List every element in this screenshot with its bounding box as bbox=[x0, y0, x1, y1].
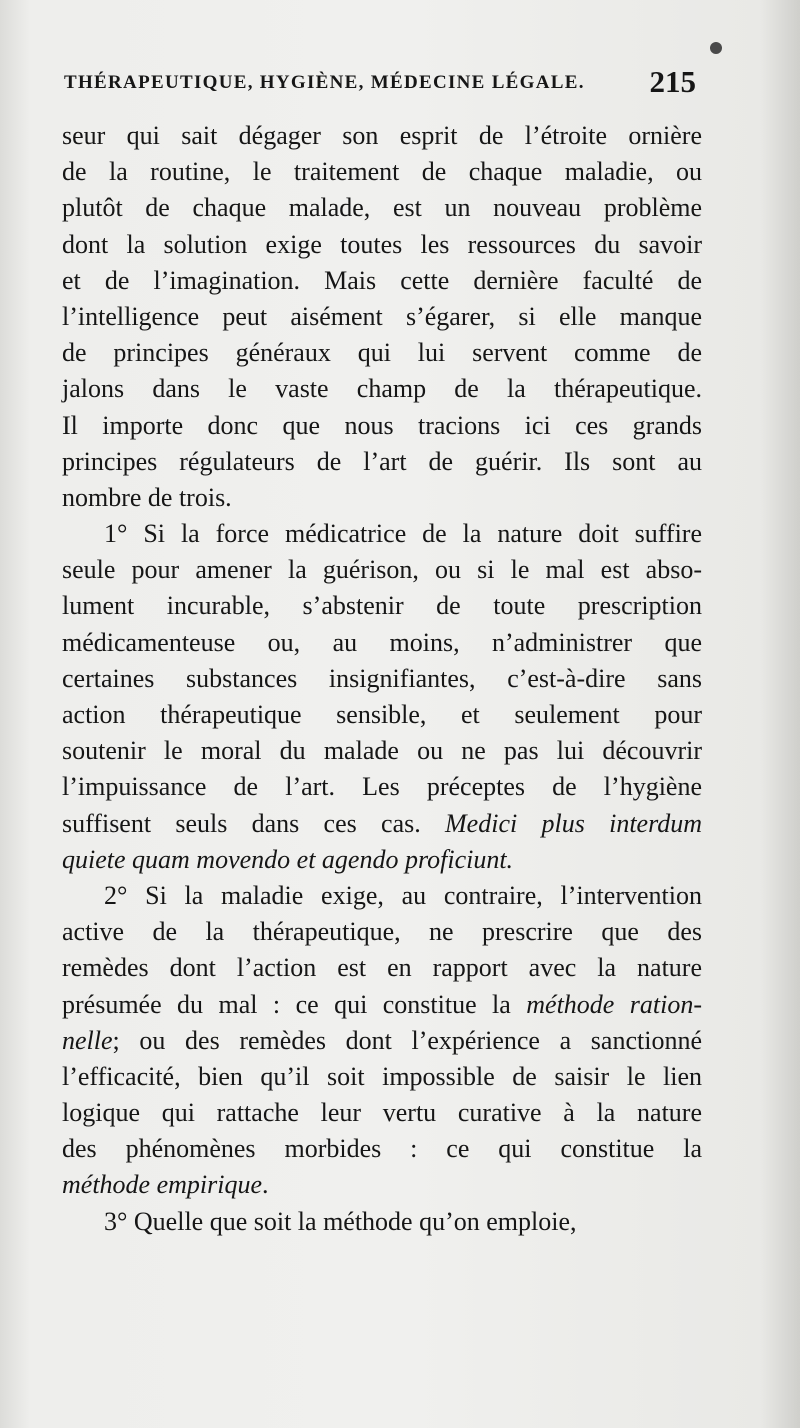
text-line: de principes généraux qui lui servent comme de bbox=[62, 338, 702, 368]
text-line: action thérapeutique sensible, et seulement pour bbox=[62, 700, 702, 729]
text-line: principes régulateurs de l’art de guérir. Ils sont au bbox=[62, 446, 702, 476]
running-title: THÉRAPEUTIQUE, HYGIÈNE, MÉDECINE LÉGALE. bbox=[64, 72, 585, 93]
text-line: l’efficacité, bien qu’il soit impossible de saisir le lien bbox=[62, 1061, 702, 1091]
text-line: méthode empirique. bbox=[62, 1170, 269, 1200]
ink-spot bbox=[710, 42, 722, 54]
text-line: soutenir le moral du malade ou ne pas lui découvrir bbox=[62, 736, 702, 766]
italic-term: méthode ration- bbox=[526, 989, 702, 1019]
text-line: 3° Quelle que soit la méthode qu’on emploie, bbox=[104, 1206, 577, 1236]
text-line: l’intelligence peut aisément s’égarer, si elle manque bbox=[62, 301, 702, 331]
text-line: nelle; ou des remèdes dont l’expérience a sanctionné bbox=[62, 1025, 702, 1055]
text-line: des phénomènes morbides : ce qui constitue la bbox=[62, 1134, 702, 1164]
text-line: logique qui rattache leur vertu curative à la nature bbox=[62, 1098, 702, 1128]
italic-term: nelle bbox=[62, 1025, 113, 1055]
text-line: jalons dans le vaste champ de la thérapeutique. bbox=[62, 374, 702, 404]
text-line: 1° Si la force médicatrice de la nature doit suffire bbox=[104, 519, 702, 549]
text-line: médicamenteuse ou, au moins, n’administrer que bbox=[62, 627, 702, 657]
text-line: seule pour amener la guérison, ou si le mal est abso- bbox=[62, 555, 702, 585]
text-line: dont la solution exige toutes les ressources du savoir bbox=[62, 229, 702, 259]
page-number: 215 bbox=[649, 64, 696, 99]
text-line: 2° Si la maladie exige, au contraire, l’intervention bbox=[104, 880, 702, 910]
text-line: l’impuissance de l’art. Les préceptes de l’hygiène bbox=[62, 772, 702, 802]
page-header bbox=[64, 64, 696, 108]
latin-quote: Medici plus interdum bbox=[445, 808, 703, 838]
text-line: remèdes dont l’action est en rapport avec la nature bbox=[62, 953, 702, 983]
text-line: certaines substances insignifiantes, c’est-à-dire sans bbox=[62, 663, 702, 693]
italic-term: méthode empirique bbox=[62, 1170, 263, 1200]
text-line: nombre de trois. bbox=[62, 482, 232, 512]
text-line: Il importe donc que nous tracions ici ces grands bbox=[62, 410, 702, 440]
text-line: seur qui sait dégager son esprit de l’étroite ornière bbox=[62, 121, 702, 150]
text-line: et de l’imagination. Mais cette dernière faculté de bbox=[62, 265, 702, 295]
text-line bbox=[62, 842, 702, 878]
text-line: présumée du mal : ce qui constitue la méthode ration- bbox=[62, 989, 702, 1019]
text-line: active de la thérapeutique, ne prescrire que des bbox=[62, 917, 702, 947]
text-line: plutôt de chaque malade, est un nouveau problème bbox=[62, 193, 702, 223]
text-line: de la routine, le traitement de chaque maladie, ou bbox=[62, 157, 702, 187]
latin-quote: quiete quam movendo et agendo proficiunt. bbox=[62, 844, 514, 874]
text-line: suffisent seuls dans ces cas. Medici plus interdum bbox=[62, 808, 703, 838]
body-text bbox=[62, 118, 702, 1240]
text-line: lument incurable, s’abstenir de toute prescription bbox=[62, 591, 702, 621]
